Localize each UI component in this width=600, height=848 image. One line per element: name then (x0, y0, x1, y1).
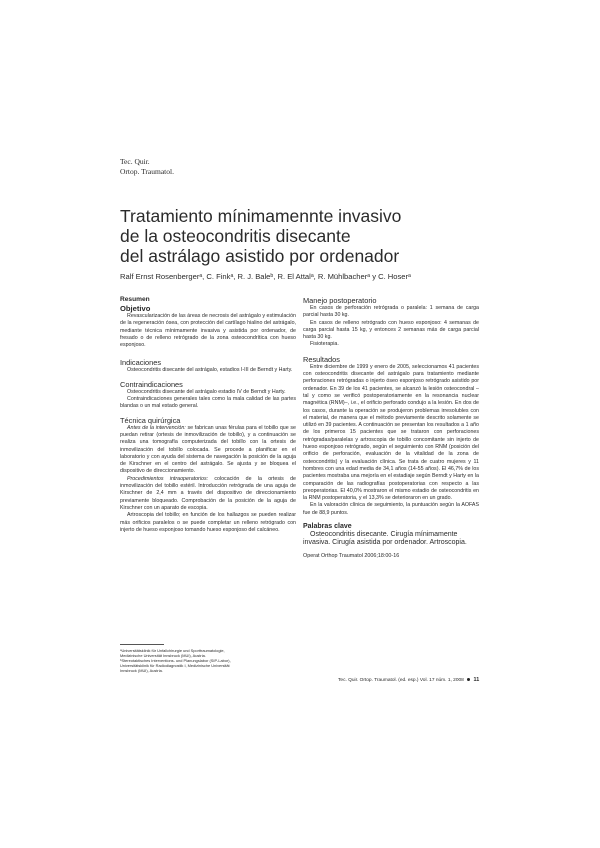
page-number: 11 (473, 677, 480, 683)
resultados-p2: En la valoración clínica de seguimiento, la puntuación según la AOFAS fue de 88,9 puntos. (303, 502, 479, 516)
footnote-b-line-3: Innsbruck (MUI), Austria. (120, 668, 163, 674)
section-indicaciones (120, 358, 296, 374)
footer-bullet-icon (467, 678, 470, 681)
journal-name (120, 157, 174, 177)
footer-journal-info: Tec. Quir. Ortop. Traumatol. (ed. esp.) Vol. 17 núm. 1, 2008 (338, 678, 464, 683)
manejo-heading: Manejo postoperatorio (303, 296, 377, 305)
article-title (120, 206, 520, 266)
section-contraindicaciones (120, 380, 296, 411)
footnote-a-line-2: Medizinische Universität Innsbruck (MUI), Austria. (120, 653, 206, 659)
tecnica-p2-text: colocación de la ortesis de inmovilización del tobillo estéril. Introducción retrógrada de una aguja de Kirschner de 2,4 mm a través del dispositivo de direccionamiento previamente bloqueado. Comprobación de la posición de la aguja de Kirschner con un aparato de escopia. (120, 475, 296, 511)
tecnica-p3: Artroscopia del tobillo; en función de los hallazgos se pueden realizar más orificios paralelos o se puede completar un relleno retrógrado con injerto de hueso esponjoso tomando hueso esponjoso del calcáneo. (120, 512, 296, 533)
journal-line-2: Ortop. Traumatol. (120, 167, 174, 176)
manejo-p3: Fisioterapia. (310, 341, 339, 348)
tecnica-p2-lead: Procedimientos intraoperatorios: (127, 475, 209, 482)
citation: Operat Orthop Traumatol 2006;18:00-16 (303, 552, 400, 559)
contraindicaciones-heading: Contraindicaciones (120, 379, 183, 389)
manejo-p1: En casos de perforación retrógrada o paralela: 1 semana de carga parcial hasta 30 kg. (303, 305, 479, 319)
section-manejo (303, 296, 479, 349)
tecnica-p2 (120, 476, 296, 512)
resultados-p1: Entre diciembre de 1999 y enero de 2005, seleccionamos 41 pacientes con osteocondritis disecante del astrágalo para tratamiento mediante perforaciones retrógradas o injerto óseo esponjoso retrógrado asistido por ordenador. En 39 de los 41 pacientes, se alcanzó la lesión osteocondral –tal y como se verificó postoperatoriamente en la resonancia nuclear magnética (RNM)–, i.e., el orificio perforado condujo a la lesión. En dos de los casos, durante la operación se produjeron problemas irresolubles con el material, de manera que el método previamente descrito solamente se utilizó en 39 pacientes. A continuación se presentan los resultados a 1 año de los primeros 15 pacientes que se trataron con perforaciones retrógradas/paralelas y artroscopia de tobillo concomitante sin injerto de hueso esponjoso retrógrado, según el seguimiento con RNM (posición del orificio de perforación, evaluación de la vitalidad de la zona de osteocondritis) y la evaluación clínica. Se trata de cuatro mujeres y 11 hombres con una edad media de 34,1 años (14-55 años). El 46,7% de los pacientes mostraba una mejoría en el estadiaje según Berndt y Harty en la comparación de las radiografías postoperatorias con respecto a las preoperatorias. El 40,0% mostraron el mismo estadio de osteocondritis en la RNM postoperatoria, y el 13,3% se deterioraron en un grado. (303, 363, 479, 502)
contraindicaciones-p2: Contraindicaciones generales tales como la mala calidad de las partes blandas o un mal estado general. (120, 396, 296, 410)
tecnica-p1-lead: Antes de la intervención: (127, 424, 186, 431)
section-palabras-clave (303, 523, 479, 559)
indicaciones-heading: Indicaciones (120, 358, 162, 368)
footnote-a-line-1: ᵃUniversitätsklinik für Unfallchirurgie und Sporttraumatologie, (120, 648, 225, 653)
palabras-clave-text: Osteocondritis disecante. Cirugía mínimamente invasiva. Cirugía asistida por ordenador. Artroscopia. (303, 531, 467, 547)
title-line-2: de la osteocondritis disecante (120, 226, 351, 246)
resumen-heading: Resumen (120, 296, 150, 303)
right-column (303, 296, 479, 564)
contraindicaciones-p1: Osteocondritis disecante del astrágalo estadio IV de Berndt y Harty. (127, 388, 286, 395)
palabras-clave-heading: Palabras clave (303, 523, 352, 531)
footnote-b-line-1: ᵇStereotaktisches Interventions- und Planungslabor (SIP-Labor), (120, 658, 231, 664)
footnote-divider (120, 644, 164, 645)
section-tecnica (120, 416, 296, 534)
objetivo-heading: Objetivo (120, 304, 151, 313)
resultados-heading: Resultados (303, 354, 340, 364)
objetivo-text: Revascularización de las áreas de necrosis del astrágalo y estimulación de la regeneración ósea, con protección del cartílago hialino del astrágalo, mediante técnica mínimamente invasiva y asistida por ordenador, de fresado o de relleno retrógrado de la zona osteocondrítica con hueso esponjoso. (120, 313, 296, 349)
author-list: Ralf Ernst Rosenbergerᵃ, C. Finkᵃ, R. J. Baleᵇ, R. El Attalᵃ, R. Mühlbacherᵃ y C. Hoserᵃ (120, 272, 411, 281)
indicaciones-text: Osteocondritis disecante del astrágalo, estadios I-III de Berndt y Harty. (127, 367, 293, 374)
left-column (120, 296, 296, 539)
manejo-p2: En casos de relleno retrógrado con hueso esponjoso: 4 semanas de carga parcial hasta 15 kg, y entonces 2 semanas más de carga parcial hasta 30 kg. (303, 319, 479, 341)
section-objetivo (120, 296, 296, 349)
page-footer (338, 677, 479, 683)
title-line-3: del astrálago asistido por ordenador (120, 246, 400, 266)
title-line-1: Tratamiento mínimamennte invasivo (120, 206, 402, 226)
affiliation-footnotes (120, 648, 296, 673)
journal-line-1: Tec. Quir. (120, 157, 150, 166)
tecnica-p1 (120, 425, 296, 476)
tecnica-p1-text: se fabrican unas férulas para el tobillo que se puedan retirar (ortesis de inmovilización de tobillo), y a continuación se realiza una tomografía computerizada del tobillo con la ortesis de inmovilización del tobillo colocada. Se procede a planificar en el laboratorio y con ayuda del sistema de navegación la posición de la aguja de Kirschner en el centro del astrágalo. Se ajusta y se bloquea el dispositivo de direccionamiento. (120, 424, 296, 475)
footnote-b-line-2: Universitätsklinik für Radiodiagnostik I, Medizinische Universität (120, 663, 230, 669)
section-resultados (303, 355, 479, 517)
tecnica-heading: Técnica quirúrgica (120, 415, 181, 425)
